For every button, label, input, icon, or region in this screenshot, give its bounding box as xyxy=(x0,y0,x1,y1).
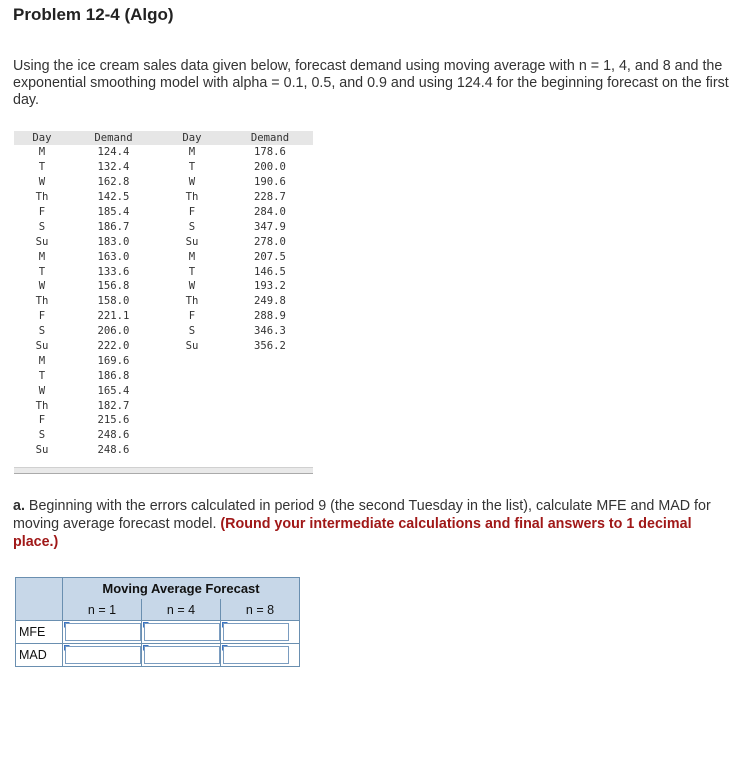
cell-day-1: Th xyxy=(35,191,49,204)
answer-table-corner xyxy=(16,578,63,600)
column-n8: n = 8 xyxy=(221,599,300,621)
cell-day-1: M xyxy=(38,146,46,159)
header-demand-1: Demand xyxy=(70,131,157,145)
cell-day-2: W xyxy=(188,280,196,293)
cell-day-1: Th xyxy=(35,399,49,412)
cell-demand-1: 142.5 xyxy=(97,191,130,204)
cell-demand-2: 356.2 xyxy=(254,340,286,353)
cell-day-2: Su xyxy=(185,235,199,248)
cell-demand-2: 193.2 xyxy=(254,280,286,293)
column-n4: n = 4 xyxy=(142,599,221,621)
data-table-row xyxy=(14,175,313,190)
cell-demand-1: 169.6 xyxy=(97,354,130,367)
answer-table-corner-2 xyxy=(16,599,63,621)
cell-demand-1: 215.6 xyxy=(97,414,130,427)
data-table-row xyxy=(14,279,313,294)
data-table-row xyxy=(14,264,313,279)
cell-demand-1: 156.8 xyxy=(97,280,130,293)
answer-table xyxy=(15,577,300,667)
cell-day-2 xyxy=(157,353,227,368)
data-table-row xyxy=(14,443,313,458)
mfe-n8-cell xyxy=(221,621,300,644)
cell-demand-1: 182.7 xyxy=(97,399,130,412)
data-table-row xyxy=(14,160,313,175)
data-table-scrollbar[interactable] xyxy=(14,467,313,474)
moving-average-forecast-header: Moving Average Forecast xyxy=(63,578,300,600)
cell-day-1: T xyxy=(38,265,46,278)
cell-day-2 xyxy=(157,368,227,383)
cell-day-1: T xyxy=(38,161,46,174)
cell-demand-1: 165.4 xyxy=(97,384,130,397)
cell-demand-1: 206.0 xyxy=(97,325,130,338)
demand-data-table-container xyxy=(14,131,313,473)
mfe-label: MFE xyxy=(16,621,63,644)
cell-demand-2 xyxy=(227,368,313,383)
cell-demand-1: 185.4 xyxy=(97,206,130,218)
cell-day-1: M xyxy=(38,250,46,263)
cell-demand-2 xyxy=(227,413,313,428)
data-table-row xyxy=(14,205,313,220)
cell-demand-1: 132.4 xyxy=(97,161,130,174)
cell-day-1: S xyxy=(38,220,46,233)
cell-demand-1: 186.7 xyxy=(97,220,130,233)
data-table-row xyxy=(14,190,313,205)
cell-demand-1: 183.0 xyxy=(97,235,130,248)
cell-demand-2 xyxy=(227,443,313,458)
cell-demand-2: 228.7 xyxy=(254,191,286,204)
cell-day-1: S xyxy=(38,325,46,338)
cell-day-1: S xyxy=(38,429,46,442)
cell-day-2: Th xyxy=(185,191,199,204)
mad-n8-cell xyxy=(221,644,300,667)
cell-day-1: W xyxy=(38,384,46,397)
cell-day-2: T xyxy=(188,265,196,278)
column-n1: n = 1 xyxy=(63,599,142,621)
cell-day-1: Th xyxy=(35,295,49,308)
demand-data-table xyxy=(14,131,313,458)
cell-day-2: F xyxy=(188,310,196,323)
cell-demand-2 xyxy=(227,398,313,413)
cell-day-1: Su xyxy=(35,444,49,457)
data-table-row xyxy=(14,383,313,398)
cell-demand-2: 207.5 xyxy=(254,250,286,263)
cell-demand-1: 163.0 xyxy=(97,250,130,263)
data-table-row xyxy=(14,413,313,428)
data-table-row xyxy=(14,234,313,249)
cell-demand-1: 162.8 xyxy=(97,176,130,189)
data-table-row xyxy=(14,353,313,368)
cell-day-2 xyxy=(157,428,227,443)
data-table-row xyxy=(14,294,313,309)
question-text: Beginning with the errors calculated in period 9 (the second Tuesday in the list), calculate MFE and MAD for moving average forecast model. xyxy=(13,498,711,532)
mfe-n4-input[interactable] xyxy=(144,623,220,641)
cell-demand-2: 347.9 xyxy=(254,220,286,233)
rounding-instruction: (Round your intermediate calculations and final answers to 1 decimal place.) xyxy=(13,516,692,550)
cell-day-1: T xyxy=(38,369,46,382)
data-table-row xyxy=(14,219,313,234)
mfe-n8-input[interactable] xyxy=(223,623,289,641)
mad-n1-cell xyxy=(63,644,142,667)
cell-day-2: F xyxy=(188,206,196,218)
mad-n4-input[interactable] xyxy=(144,646,220,664)
cell-demand-2: 190.6 xyxy=(254,176,286,189)
cell-day-2: M xyxy=(188,250,196,263)
cell-demand-2: 146.5 xyxy=(254,265,286,278)
data-table-row xyxy=(14,339,313,354)
cell-demand-2 xyxy=(227,428,313,443)
mad-n8-input[interactable] xyxy=(223,646,289,664)
cell-day-1: W xyxy=(38,280,46,293)
cell-demand-2: 178.6 xyxy=(254,146,286,159)
problem-intro: Using the ice cream sales data given below, forecast demand using moving average with n = 1, 4, and 8 and the exponential smoothing model with alpha = 0.1, 0.5, and 0.9 and using 124.4 for the beginning forecast on the first day. xyxy=(13,58,729,108)
cell-demand-2: 200.0 xyxy=(254,161,286,174)
cell-demand-1: 124.4 xyxy=(97,146,130,159)
cell-day-2 xyxy=(157,413,227,428)
cell-day-1: F xyxy=(38,206,46,218)
question-label: a. xyxy=(13,498,25,514)
cell-demand-1: 133.6 xyxy=(97,265,130,278)
cell-day-2: W xyxy=(188,176,196,189)
header-demand-2: Demand xyxy=(227,131,313,145)
mfe-row xyxy=(16,621,300,644)
mfe-n1-input[interactable] xyxy=(65,623,141,641)
cell-day-2: M xyxy=(188,146,196,159)
cell-day-2 xyxy=(157,383,227,398)
cell-demand-1: 222.0 xyxy=(97,340,130,353)
cell-demand-1: 158.0 xyxy=(97,295,130,308)
cell-demand-2: 249.8 xyxy=(254,295,286,308)
mad-n1-input[interactable] xyxy=(65,646,141,664)
cell-day-1: W xyxy=(38,176,46,189)
mad-label: MAD xyxy=(16,644,63,667)
mad-n4-cell xyxy=(142,644,221,667)
data-table-header-row xyxy=(14,131,313,145)
cell-day-2 xyxy=(157,398,227,413)
cell-day-1: F xyxy=(38,414,46,427)
cell-demand-2: 278.0 xyxy=(254,235,286,248)
cell-day-1: F xyxy=(38,310,46,323)
mfe-n1-cell xyxy=(63,621,142,644)
header-day-2: Day xyxy=(157,131,227,145)
cell-demand-2 xyxy=(227,353,313,368)
cell-day-2: T xyxy=(188,161,196,174)
header-day-1: Day xyxy=(14,131,70,145)
mfe-n4-cell xyxy=(142,621,221,644)
data-table-row xyxy=(14,428,313,443)
data-table-row xyxy=(14,324,313,339)
cell-day-2 xyxy=(157,443,227,458)
cell-demand-2: 284.0 xyxy=(254,206,286,218)
cell-demand-2: 288.9 xyxy=(254,310,286,323)
data-table-row xyxy=(14,368,313,383)
page-title: Problem 12-4 (Algo) xyxy=(13,5,174,24)
data-table-row xyxy=(14,145,313,160)
cell-day-1: Su xyxy=(35,235,49,248)
data-table-body xyxy=(14,145,313,458)
question-a xyxy=(13,497,738,551)
cell-demand-2 xyxy=(227,383,313,398)
cell-demand-1: 221.1 xyxy=(97,310,130,323)
cell-day-2: S xyxy=(188,220,196,233)
data-table-row xyxy=(14,309,313,324)
cell-demand-1: 248.6 xyxy=(97,444,130,457)
data-table-row xyxy=(14,398,313,413)
cell-day-2: Th xyxy=(185,295,199,308)
cell-day-2: Su xyxy=(185,340,199,353)
cell-demand-1: 186.8 xyxy=(97,369,130,382)
cell-day-1: M xyxy=(38,354,46,367)
cell-demand-2: 346.3 xyxy=(254,325,286,338)
cell-demand-1: 248.6 xyxy=(97,429,130,442)
mad-row xyxy=(16,644,300,667)
cell-day-1: Su xyxy=(35,340,49,353)
data-table-row xyxy=(14,249,313,264)
cell-day-2: S xyxy=(188,325,196,338)
